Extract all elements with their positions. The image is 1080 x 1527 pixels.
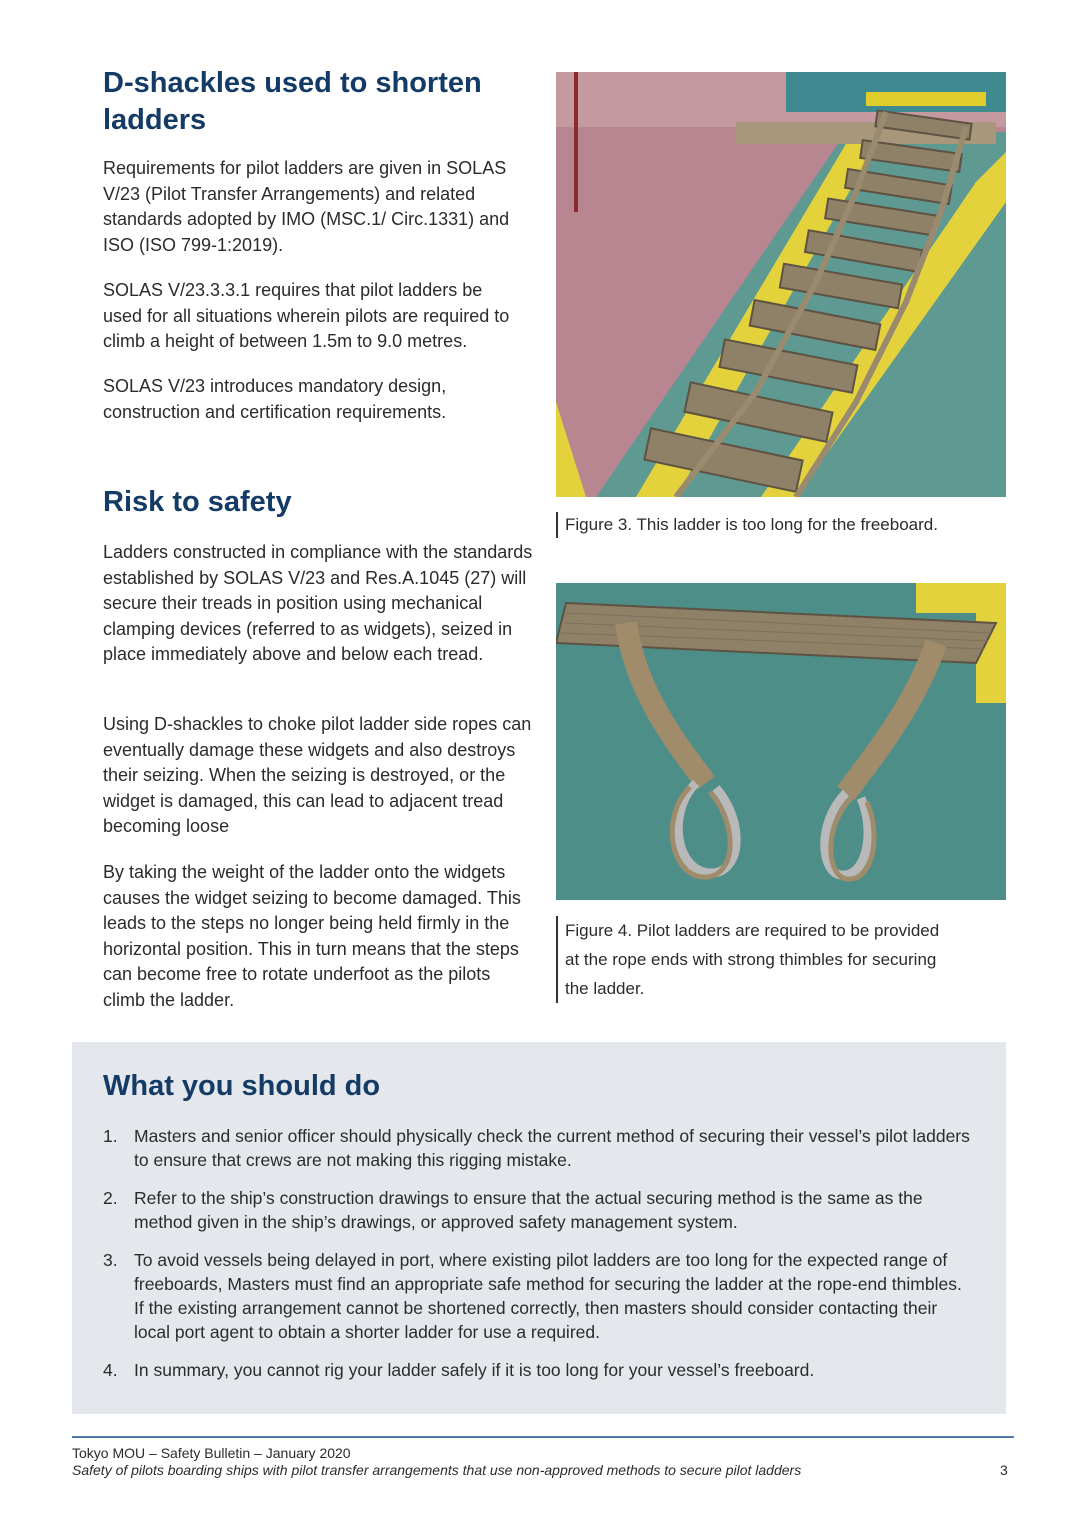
figure-3-caption: Figure 3. This ladder is too long for the freeboard.: [556, 512, 938, 538]
paragraph-requirements: Requirements for pilot ladders are given in SOLAS V/23 (Pilot Transfer Arrangements) and related standards adopted by IMO (MSC.1/ Circ.1331) and ISO (ISO 799-1:2019).: [103, 158, 510, 255]
page-number: 3: [1000, 1462, 1008, 1478]
list-item: [103, 1358, 973, 1382]
figure-4-caption-line-2: at the rope ends with strong thimbles for securing: [565, 950, 937, 969]
figure-4-caption-line-3: the ladder.: [565, 979, 645, 998]
list-item-text: Masters and senior officer should physically check the current method of securing their vessel’s pilot ladders to ensure that crews are not making this rigging mistake.: [134, 1126, 970, 1170]
section-title-d-shackles: [103, 65, 482, 139]
action-list: [103, 1124, 973, 1396]
list-item: [103, 1124, 973, 1172]
list-item-number: 2.: [103, 1188, 118, 1208]
title-line-1: D-shackles used to shorten: [103, 67, 482, 99]
paragraph-d-shackles-damage: Using D-shackles to choke pilot ladder side ropes can eventually damage these widgets and also destroys their seizing. When the seizing is destroyed, or the widget is damaged, this can lead to adjacent tread becoming loose: [103, 714, 532, 836]
footer-bulletin-subtitle: Safety of pilots boarding ships with pilot transfer arrangements that use non-approved methods to secure pilot ladders: [72, 1462, 802, 1478]
figure-4-photo: [556, 583, 1006, 900]
list-item-number: 3.: [103, 1250, 118, 1270]
list-item-text: Refer to the ship’s construction drawings to ensure that the actual securing method is the same as the method given in the ship’s drawings, or approved safety management system.: [134, 1188, 923, 1232]
footer-rule: [72, 1436, 1014, 1438]
figure-4-caption: [556, 916, 939, 1003]
figure-3-photo: [556, 72, 1006, 497]
list-item-text: To avoid vessels being delayed in port, where existing pilot ladders are too long for the expected range of freeboards, Masters must find an appropriate safe method for securing the ladder at the rope-end thimbles. If the existing arrangement cannot be shortened correctly, then masters should consider contacting their local port agent to obtain a shorter ladder for use a required.: [134, 1250, 962, 1342]
section-title-what-to-do: What you should do: [103, 1070, 381, 1102]
list-item: [103, 1186, 973, 1234]
paragraph-solas-design: SOLAS V/23 introduces mandatory design, construction and certification requirements.: [103, 376, 447, 422]
figure-4-caption-line-1: Figure 4. Pilot ladders are required to be provided: [565, 921, 940, 940]
list-item-number: 1.: [103, 1126, 118, 1146]
list-item-number: 4.: [103, 1360, 118, 1380]
footer-bulletin-title: Tokyo MOU – Safety Bulletin – January 2020: [72, 1445, 351, 1461]
paragraph-widget-seizing: By taking the weight of the ladder onto the widgets causes the widget seizing to become damaged. This leads to the steps no longer being held firmly in the horizontal position. This in turn means that the steps can become free to rotate underfoot as the pilots climb the ladder.: [103, 862, 521, 1010]
paragraph-ladder-standards: Ladders constructed in compliance with the standards established by SOLAS V/23 and Res.A.1045 (27) will secure their treads in position using mechanical clamping devices (referred to as widgets), seized in place immediately above and below each tread.: [103, 542, 533, 664]
list-item-text: In summary, you cannot rig your ladder safely if it is too long for your vessel’s freeboard.: [134, 1360, 815, 1380]
title-line-2: ladders: [103, 104, 207, 136]
list-item: [103, 1248, 973, 1344]
section-title-risk: Risk to safety: [103, 486, 292, 518]
paragraph-solas-height: SOLAS V/23.3.3.1 requires that pilot ladders be used for all situations wherein pilots are required to climb a height of between 1.5m to 9.0 metres.: [103, 280, 510, 351]
